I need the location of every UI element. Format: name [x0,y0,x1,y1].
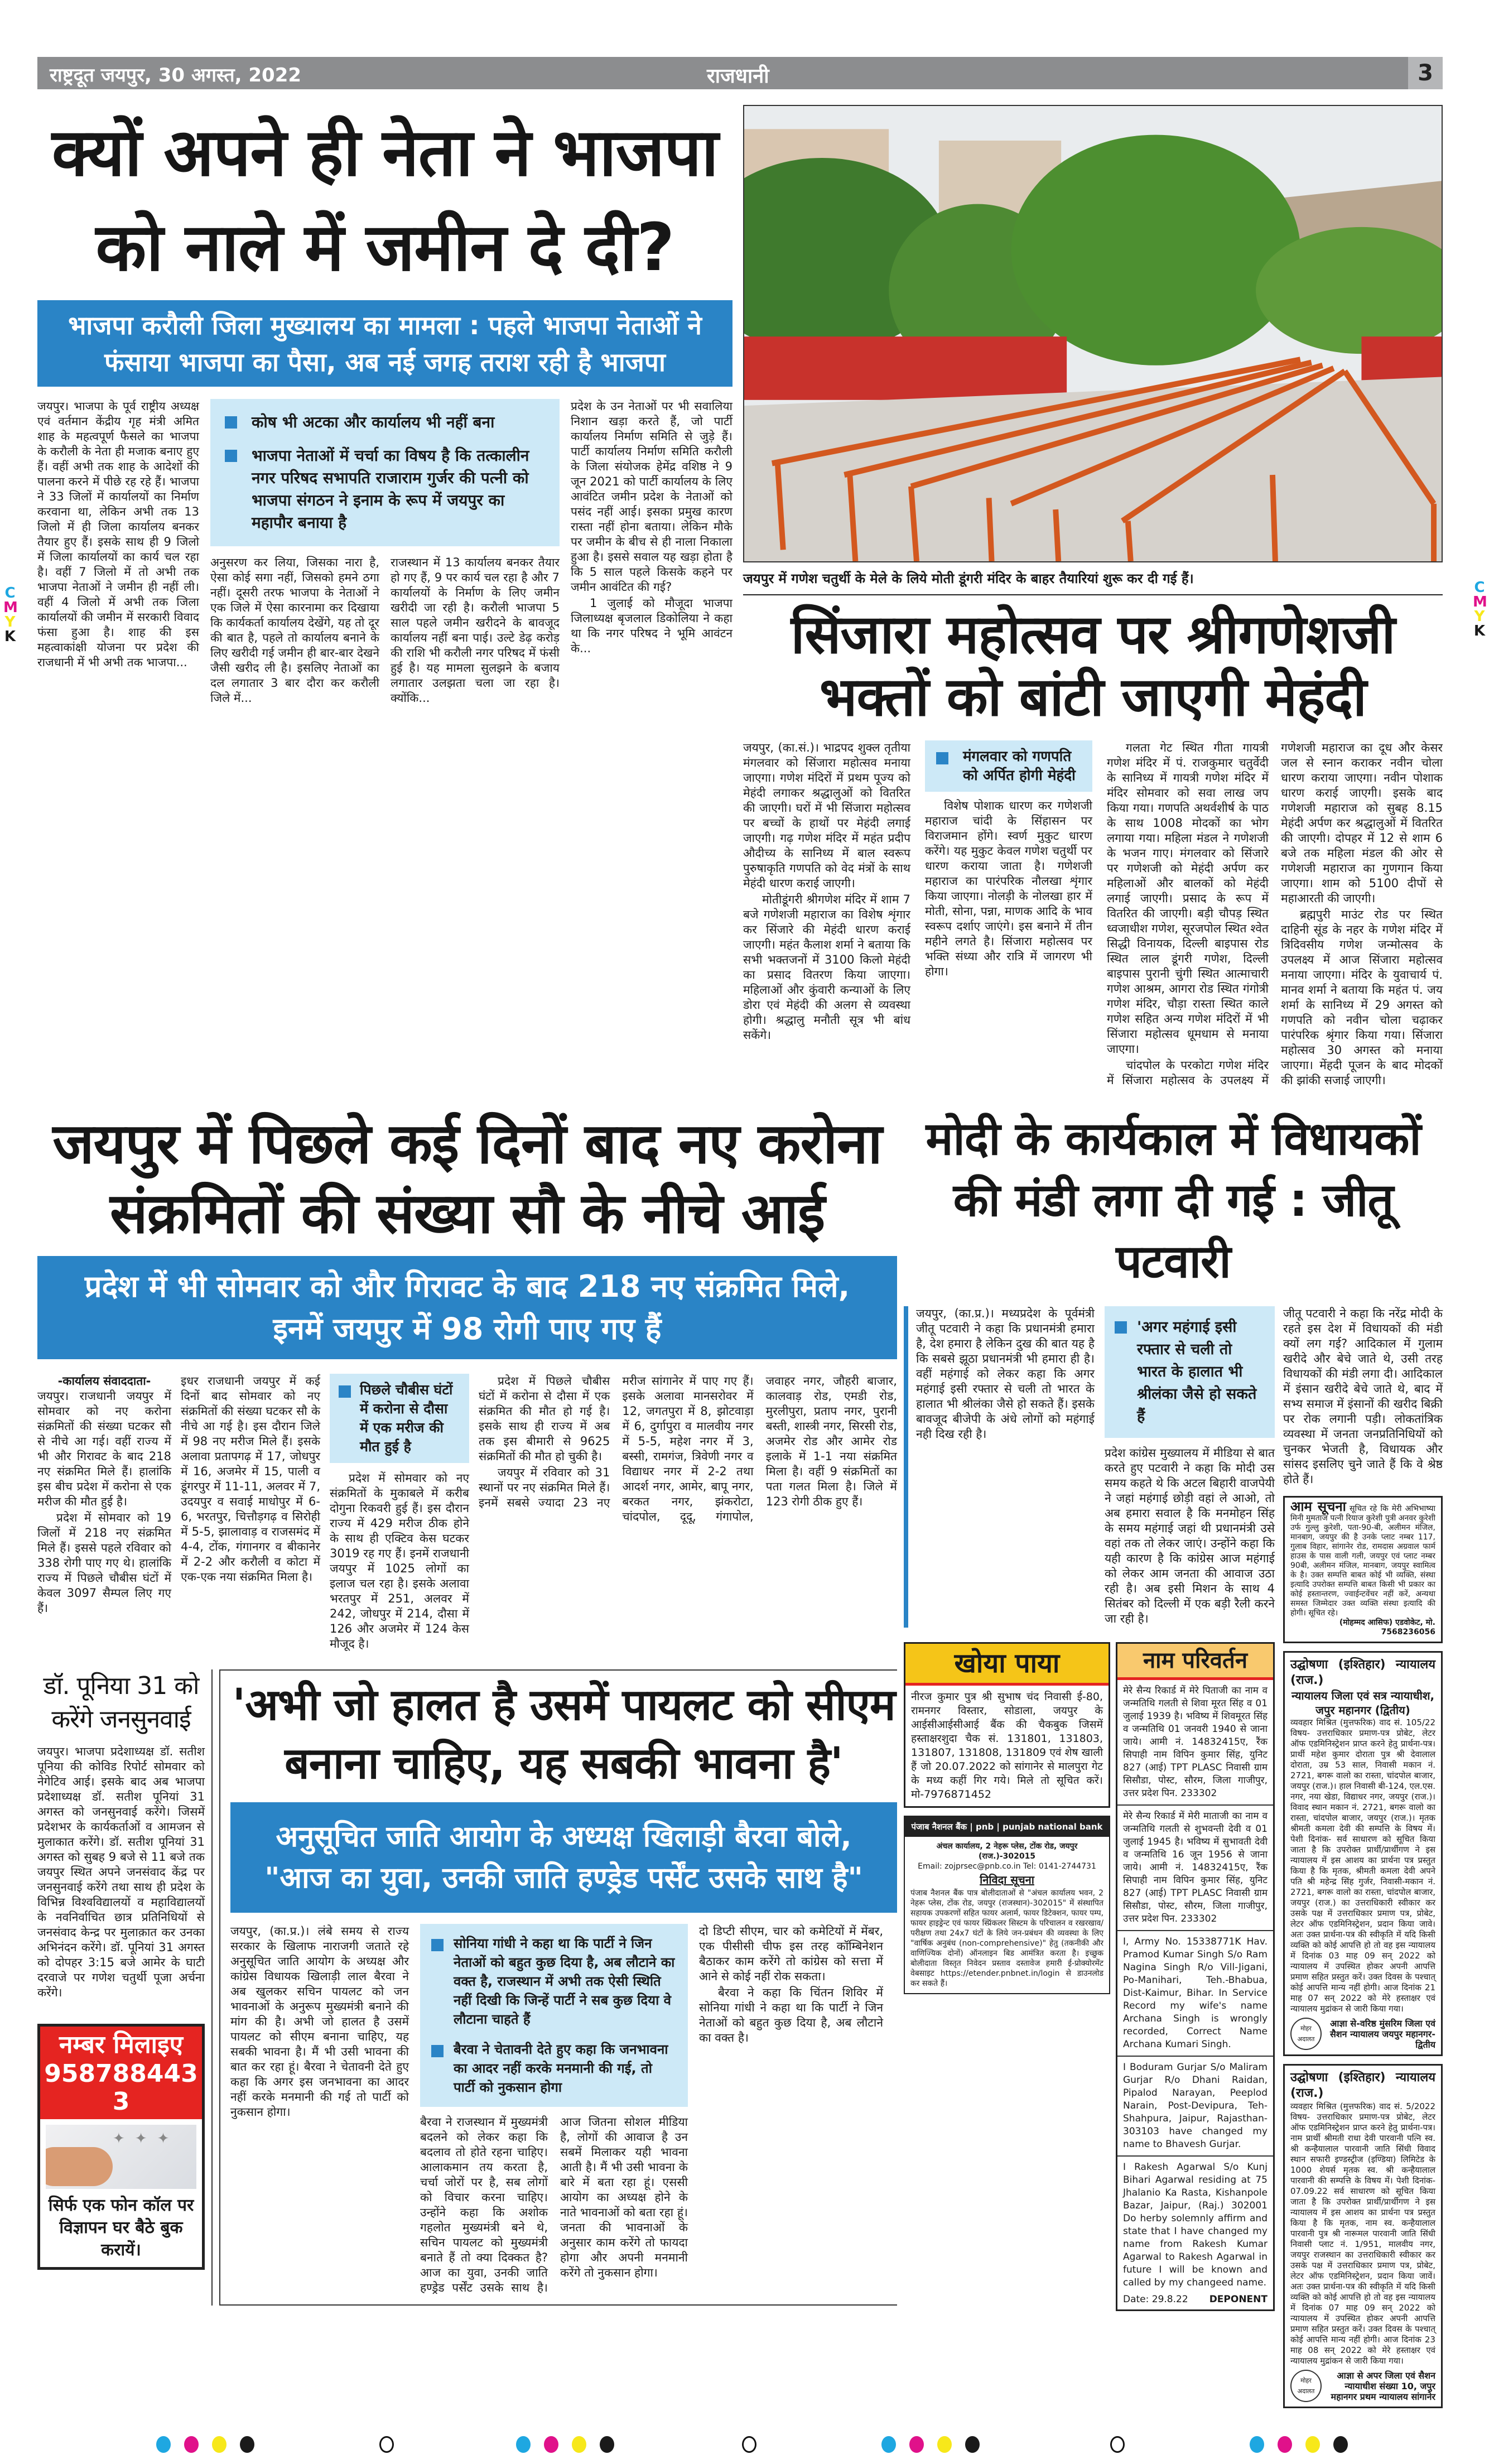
punia-ad-column [37,1669,205,2270]
notice-title: आम सूचना [1290,1499,1346,1514]
khoya-paya-notice: खोया पाया नीरज कुमार पुत्र श्री सुभाष चंद निवासी ई-80, रामनगर विस्तार, सोडाला, जयपुर के आईसीआईसीआई बैंक की चैकबुक जिसमें हस्ताक्षरशुदा चैक सं. 131801, 131803, 131807, 131808, 131809 एवं शेष खाली हैं जो 20.07.2022 को सांगानेर से मालपुरा गेट के मध्य कहीं गिर गये। मिले तो सूचित करें। मो-7976871452 [904,1642,1110,1808]
story-bjp-col2 [210,555,379,707]
story-bjp-col4 [571,399,732,657]
black-dot-icon [600,2436,614,2453]
bullet-square-icon [225,416,237,429]
paragraph: प्रदेश कांग्रेस मुख्यालय में मीडिया से बात करते हुए पटवारी ने कहा कि मोदी उस समय कहते थे कि अटल बिहारी वाजपेयी ने जहां महंगाई छोड़ी वहां ले आओ, तो अब हमारा सवाल है कि मनमोहन सिंह के समय महंगाई जहां थी प्रधानमंत्री उसे वहां तक तो लेकर जाएं। उन्होंने कहा कि यही कारण है कि कांग्रेस आज महंगाई को लेकर आम जनता की आवाज उठा रही है। अब इसी मिशन के साथ 4 सितंबर को दिल्ली में एक बड़ी रैली करने जा रही है। [1105,1446,1275,1625]
paragraph: जयपुर में रविवार को 31 स्थानों पर नए संक्रमित मिले हैं। इनमें सबसे ज्यादा 23 नए मरीज सांगानेर में पाए गए हैं। इसके अलावा मानसरोवर में 12, जगतपुरा में 8, झोटवाड़ा में 6, दुर्गापुरा व मालवीय नगर में 5-5, महेश नगर में 3, बस्सी, रामगंज, त्रिवेणी नगर व विद्याधर नगर में 2-2 तथा आदर्श नगर, आमेर, बापू नगर, बरकत नगर, झंकरोटा, चांदपोल, दूदू, गंगापोल, जवाहर नगर, जौहरी बाजार, कालवाड़ रोड, एमडी रोड, मुरलीपुरा, प्रताप नगर, पुरानी बस्ती, शास्त्री नगर, सिरसी रोड, अजमेर रोड और आमेर रोड इलाके में 1-1 नया संक्रमित मिला है। वहीं 9 संक्रमितों का पता गलत मिला है। जिले में 123 रोगी ठीक हुए हैं। [479,1374,897,1523]
story-sinjara-body [743,740,1443,1089]
paragraph: जयपुर। भाजपा के पूर्व राष्ट्रीय अध्यक्ष एवं वर्तमान केंद्रीय गृह मंत्री अमित शाह के महत्वपूर्ण फैसले का भाजपा के करौली के नेता ही मजाक बनाए हुए हैं। वहीं अभी तक शाह के आदेशों की पालना करने में पीछे रह रहे हैं। भाजपा ने 33 जिलों में कार्यालयों का निर्माण करवाना था, लेकिन अभी तक 13 जिलो में ही जिला कार्यालय बनकर तैयार हुए हैं। इसके साथ ही 9 जिलो में जिला कार्यालयों का कार्य चल रहा है। वहीं 7 जिलो में तो अभी तक भाजपा नेताओं ने जमीन ही नहीं ली। वहीं 4 जिलो में अभी तक जिला कार्यालयों की जमीन में सरकारी विवाद फंसा हुआ है। शाह की इस महत्वाकांक्षी योजना पर प्रदेश की राजधानी में भी अभी तक भाजपा... [37,400,199,669]
notice-title: नाम परिवर्तन [1117,1644,1273,1680]
paragraph: दो डिप्टी सीएम, चार को कमेटियों में मेंबर, एक पीसीसी चीफ इस तरह कॉम्बिनेशन बैठाकर काम करेंगे तो कांग्रेस को सत्ता में आने से कोई नहीं रोक सकता। [699,1924,883,1983]
column-divider [211,1669,213,2306]
story-pilot-col4 [699,1924,883,2047]
story-pilot-col12 [230,1924,409,2121]
story-modi-col2-wrap [1105,1306,1275,1628]
punia-pilot-row [37,1669,897,2306]
magenta-dot-icon [184,2436,199,2453]
yellow-dot-icon [937,2436,952,2453]
story-bjp [37,105,732,707]
story-corona-body [37,1374,897,1653]
highlight-box-sinjara [925,740,1092,792]
story-corona-col3 [330,1471,469,1653]
story-modi-col3 [1283,1306,1443,1488]
paragraph: जीतू पटवारी ने कहा कि नरेंद्र मोदी के रहते इस देश में विधायकों की मंडी क्यों लग गई? आदिकाल में गुलाम खरीदे और बेचे जाते थे, उसी तरह विधायकों की मंडी लगा दी। आदिकाल में इंसान खरीदे बेचे जाते थे, बाद में सभ्य समाज में इंसानों की खरीद बिक्री पर रोक लगानी पड़ी। लोकतांत्रिक व्यवस्था में जनता जनप्रतिनिधियों को चुनकर भेजती है, विधायक और सांसद इसलिए चुने जाते हैं कि वे श्रेष्ठ होते हैं। [1283,1307,1443,1486]
paragraph: जयपुर, (का.प्र.)। मध्यप्रदेश के पूर्वमंत्री जीतू पटवारी ने कहा कि प्रधानमंत्री हमारा है, देश हमारा है लेकिन दुख की बात यह है कि सबसे झूठा प्रधानमंत्री भी हमारा ही है। वहीं महंगाई को लेकर कहा कि अगर महंगाई इसी रफ्तार से चली तो भारत के हालात भी श्रीलंका जैसे हो सकते हैं। इसके बावजूद बीजेपी के अंधे लोगों को महंगाई नही दिख रही है। [916,1307,1095,1441]
paragraph: गलता गेट स्थित गीता गायत्री गणेश मंदिर में पं. राजकुमार चतुर्वेदी के सानिध्य में गायत्री गणेश मंदिर में मंदिर सोमवार को सवा लाख जप किया गया। गणपति अथर्वशीर्ष के पाठ के साथ 1008 मोदकों का भोग लगाया गया। महिला मंडल ने गणेशजी के भजन गाए। मंगलवार को सिंजारे पर गणेशजी को मेहंदी अर्पण कर महिलाओं और बालकों को मेहंदी लगाई जाएगी। प्रसाद के रूप में वितरित की जाएगी। बड़ी चौपड़ स्थित ध्वजाधीश गणेश, सूरजपोल स्थित श्वेत सिद्धी विनायक, दिल्ली बाइपास रोड स्थित लाल डूंगरी गणेश, दिल्ली बाइपास पुरानी चुंगी स्थित आत्माचारी गणेश आश्रम, आगरा रोड स्थित गंगोत्री गणेश मंदिर, चौड़ा रास्ता स्थित काले गणेश सहित अन्य गणेश मंदिरों में भी सिंजारा महोत्सव धूमधाम से मनाया जाएगा। [1107,741,1269,1056]
street-railings-image [744,106,1442,561]
blue-side-bar [904,1306,908,1628]
story-bjp-col3 [391,555,560,707]
paragraph: प्रदेश में सोमवार को नए संक्रमितों के मुकाबले में करीब दोगुना रिकवरी हुई हैं। इस दौरान राज्य में 429 मरीज ठीक होने के साथ ही एक्टिव केस घटकर 3019 रह गए हैं। इनमें राजधानी जयपुर में 1025 लोगों का इलाज चल रहा है। इसके अलावा भरतपुर में 251, अलवर में 242, जोधपुर में 214, दौसा में 126 और अजमेर में 124 केस मौजूद है। [330,1471,469,1650]
story-bjp-body [37,399,732,707]
magenta-dot-icon [909,2436,924,2453]
registration-target-icon [742,2436,756,2453]
story-pilot-body [230,1924,897,2295]
cyan-dot-icon [516,2436,531,2453]
highlight-item: मंगलवार को गणपति को अर्पित होगी मेहंदी [936,747,1081,785]
bullet-square-icon [1115,1321,1127,1334]
story-corona-col1 [37,1374,171,1617]
highlight-item: 'अगर महंगाई इसी रफ्तार से चली तो भारत के हालात भी श्रीलंका जैसे हो सकते हैं [1115,1316,1265,1428]
highlight-item: सोनिया गांधी ने कहा था कि पार्टी ने जिन नेताओं को बहुत कुछ दिया है, अब लौटाने का वक्त है, राजस्थान में अभी तक ऐसी स्थिति नहीं दिखी कि जिन्हें पार्टी ने सब कुछ दिया वे लौटाना चाहते हैं [431,1934,677,2029]
story-sinjara-col2-wrap [925,740,1092,980]
bullet-square-icon [431,2045,444,2057]
paragraph: जयपुर। भाजपा प्रदेशाध्यक्ष डॉ. सतीश पूनिया की कोविड रिपोर्ट सोमवार को नेगेटिव आई। इसके बाद अब भाजपा प्रदेशाध्यक्ष डॉ. सतीश पूनियां 31 अगस्त को जनसुनवाई करेंगे। जिसमें प्रदेशभर के कार्यकर्ताओं व आमजन से मुलाकात करेंगे। डॉ. सतीश पूनियां 31 अगस्त को सुबह 9 बजे से 11 बजे तक जयपुर स्थित अपने जनसंवाद केंद्र पर जनसुनवाई करेंगे तथा साथ ही प्रदेश के विभिन्न विश्वविद्यालयों व महाविद्यालयों के नवनिर्वाचित छात्र प्रतिनिधियों से जनसंवाद केन्द्र पर मुलाक़ात कर उनका अभिनंदन करेंगे। डॉ. पूनियां 31 अगस्त को दोपहर 3:15 बजे आमेर के घाटी दरवाजे पर गणेश चतुर्थी पूजा अर्चना करेंगे। [37,1745,205,1999]
highlight-item: पिछले चौबीस घंटों में करोना से दौसा में एक मरीज की मौत हुई है [339,1380,460,1456]
bullet-square-icon [225,450,237,462]
top-row [37,105,1443,1089]
paragraph: मोतीडूंगरी श्रीगणेश मंदिर में शाम 7 बजे गणेशजी महाराज का विशेष शृंगार कर सिंजारे की मेहंदी धारण कराई जाएगी। महंत कैलाश शर्मा ने बताया कि सभी भक्तजनों में 3100 किलो मेहंदी का प्रसाद वितरण किया जाएगा। महिलाओं और कुंवारी कन्याओं के लिए डोरा एवं मेहंदी की अलग से व्यवस्था होगी। श्रद्धालु मनौती सूत्र भी बांध सकेंगे। [743,893,910,1042]
bullet-square-icon [339,1385,351,1398]
story-bjp-middle-cols [210,555,560,707]
magenta-dot-icon [544,2436,558,2453]
headline-punia: डॉ. पूनिया 31 को करेंगे जनसुनवाई [43,1672,199,1734]
modi-left-sub [904,1306,1275,2311]
paragraph: विशेष पोशाक धारण कर गणेशजी महाराज चांदी के सिंहासन पर विराजमान होंगे। स्वर्ण मुकुट धारण करेंगे। यह मुकुट केवल गणेश चतुर्थी पर धारण कराया जाता है। गणेशजी महाराज का पारंपरिक नौलखा शृंगार किया जाएगा। नोलड़ी के नोलखा हार में मोती, सोना, पन्ना, माणक आदि के भाव स्वरूप दर्शाए जाएंगे। इस बनाने में तीन महीने लगते है। सिंजारा महोत्सव पर भक्ति संध्या और रात्रि में जागरण भी होगा। [925,799,1092,978]
court-seal: मोहर अदालत [1290,2018,1322,2050]
paragraph: राजस्थान में 13 कार्यालय बनकर तैयार हो गए हैं, 9 पर कार्य चल रहा है और 7 कार्यालयों के निर्माण के लिए जमीन खरीदी जा रही है। करौली भाजपा 5 साल पहले जमीन खरीदने के बावजूद कार्यालय नहीं बना पाई। उल्टे डेढ़ करोड़ की राशि भी करौली नगर परिषद में फंसी हुई है। यह मामला सुलझने के बजाय लगातार उलझता चला जा रहा है। क्योंकि... [391,556,560,705]
story-modi-body [904,1306,1275,1628]
story-corona-col45 [479,1374,897,1524]
paragraph: प्रदेश में पिछले चौबीस घंटों में करोना से दौसा में एक संक्रमित की मौत हो गई है। इसके साथ ही राज्य में अब तक इस बीमारी से 9625 संक्रमितों की मौत हो चुकी है। [479,1374,610,1463]
cyan-dot-icon [156,2436,171,2453]
newspaper-page [37,0,1443,2464]
story-sinjara-col34 [1107,740,1443,1089]
story-sinjara-col1 [743,740,910,1044]
highlight-box-corona [330,1374,469,1463]
notice-title: खोया पाया [905,1644,1109,1686]
highlight-item: भाजपा नेताओं में चर्चा का विषय है कि तत्कालीन नगर परिषद सभापति राजाराम गुर्जर की पत्नी को भाजपा संगठन ने इनाम के रूप में जयपुर का महापौर बनाया है [225,445,545,534]
ad-phone[interactable]: 9587884433 [44,2059,198,2116]
court-notice-1: उद्घोषणा (इश्तिहार) न्यायालय (राज.) न्यायालय जिला एवं सत्र न्यायाधीश, जपुर महानगर (द्वितीय) व्यवहार मिश्रित (मुत्तफरिक) वाद सं. 105/22 विषय- उत्तराधिकार प्रमाण-पत्र प्रोबेट, लेटर ऑफ एडमिनिस्ट्रेशन प्राप्त करने हेतु प्रार्थना-पत्र। प्रार्थी महेश कुमार दोराता पुत्र श्री देवालाल दोराता, उम्र 53 साल, निवासी मकान नं. 2721, बगरू वालो का रास्ता, चांदपोल बाजार, जयपुर (राज.)। हाल निवासी बी-124, एल.एस. नगर, नया खेडा, विद्याधर नगर, जयपुर (राज.)। विवाद स्थान मकान नं. 2721, बगरू वालो का रास्ता, चांदपोल बाजार, जयपुर (राज.)। मृतक श्रीमती कमला देवी की सम्पत्ति के विषय में। पेशी दिनांक- सर्व साधारण को सूचित किया जाता है कि उपरोक्त प्रार्थी/प्रार्थीगण ने इस न्यायालय में इस आशय का प्रार्थना पत्र प्रस्तुत किया है कि मृतक, श्रीमती कमला देवी अपने पति श्री महेन्द्र सिंह गुर्जर, निवासी-मकान नं. 2721, बगरू वालो का रास्ता, चांदपोल बाजार, जयपुर (राज.) का उत्तराधिकारी स्वीकार कर उसके पक्ष में उत्तराधिकार प्रमाण पत्र, प्रोबेट, लेटर ऑफ एडमिनिस्ट्रेशन, प्रदान किया जावे। अतः उक्त प्रार्थना-पत्र की स्वीकृति में यदि किसी व्यक्ति को कोई आपत्ति हो तो वह इस न्यायालय में दिनांक 03 माह 09 सन् 2022 को न्यायालय में उपस्थित होकर अपनी आपत्ति प्रमाण सहित प्रस्तुत करें। उक्त दिवस के पश्चात् कोई आपत्ति मान्य नहीं होगी। आज दिनांक 21 माह 07 सन् 2022 को मेरे हस्ताक्षर एवं न्यायालय मुद्रांकन से जारी किया गया। मोहर अदालत आज्ञा से-वरिष्ठ मुंसरिम जिला एवं सैशन न्यायालय जयपुर महानगर-द्वितीय [1283,1651,1443,2056]
paragraph: जयपुर, (का.सं.)। भाद्रपद शुक्ल तृतीया मंगलवार को सिंजारा महोत्सव मनाया जाएगा। गणेश मंदिरों में प्रथम पूज्य को मेहंदी लगाकर श्रद्धालुओं को वितरित की जाएगी। घरों में भी सिंजारा महोत्सव पर बच्चों के हाथों पर मेहंदी लगाई जाएगी। गढ़ गणेश मंदिर में महंत प्रदीप औदीच्य के सानिध्य में बाल स्वरूप पुरुषाकृति गणपति को वेद मंत्रों के साथ मेहंदी धारण कराई जाएगी। [743,741,910,890]
yellow-dot-icon [1305,2436,1320,2453]
story-modi-col1 [916,1306,1095,1443]
black-dot-icon [240,2436,254,2453]
naam-parivartan-notices: नाम परिवर्तन मेरे सैन्य रिकार्ड में मेरे पिताजी का नाम व जन्मतिथि गलती से शिवा मूरत सिंह व 01 जुलाई 1939 है। भविष्य में शिवमूरत सिंह व जन्मतिथि 01 जनवरी 1940 से जाना जाये। आमी नं. 14832415ए, रैंक सिपाही नाम विपिन कुमार सिंह, युनिट 827 (आई) TPT PLASC निवासी ग्राम सिसौडा, पोस्ट, सौरम, जिला गाजीपुर, उत्तर प्रदेश पिन. 233302 मेरे सैन्य रिकार्ड में मेरी माताजी का नाम व जन्मतिथि गलती से शुभवन्ती देवी व 01 जुलाई 1945 है। भविष्य में सुभावती देवी व जन्मतिथि 16 जून 1956 से जाना जाये। आमी नं. 14832415ए, रैंक सिपाही नाम विपिन कुमार सिंह, युनिट 827 (आई) TPT PLASC निवासी ग्राम सिसौडा, पोस्ट, सौरम, जिला गाजीपुर, उत्तर प्रदेश पिन. 233302 I, Army No. 15338771K Hav. Pramod Kumar Singh S/o Ram Nagina Singh R/o Vill-Jigani, Po-Manihari, Teh.-Bhabua, Dist-Kaimur, Bihar. In Service Record my wife's name Archana Singh is wrongly recorded, Correct Name Archana Kumari Singh. I Boduram Gurjar S/o Maliram Gurjar R/o Dhani Raidan, Pipalod Narayan, Peeplod Narain, Post-Devipura, Teh-Shahpura, Jaipur, Rajasthan-303103 have changed my name to Bhavesh Gurjar. I Rakesh Agarwal S/o Kunj Bihari Agarwal residing at 75 Jhalanio Ka Rasta, Kishanpole Bazar, Jaipur, (Raj.) 302001 Do herby solemnly affirm and state that I have changed my name from Rakesh Kumar Agarwal to Rakesh Agarwal in future I will be known and called by my changeed name. Date: 29.8.22 DEPONENT [1116,1642,1275,2311]
lower-row [37,1109,1443,2408]
page-number: 3 [1408,57,1443,89]
keypad-icon: ✦✦✦ [113,2130,180,2147]
registration-dots [37,2425,1443,2464]
story-corona-col2 [181,1374,320,1586]
highlight-item: बैरवा ने चेतावनी देते हुए कहा कि जनभावना का आदर नहीं करके मनमानी की गई, तो पार्टी को नुकसान होगा [431,2040,677,2097]
lower-left [37,1109,897,2306]
story-pilot-col2 [420,2115,688,2295]
story-punia [37,1744,205,2001]
ad-title: नम्बर मिलाइए [59,2030,184,2059]
modi-right-sub [1283,1306,1443,2408]
dateline: राष्ट्रदूत जयपुर, 30 अगस्त, 2022 [50,64,302,86]
masthead-bar [37,57,1443,89]
story-modi-col2 [1105,1446,1275,1628]
paragraph: प्रदेश के उन नेताओं पर भी सवालिया निशान खड़ा करते हैं, जो पार्टी कार्यालय निर्माण समिति से जुड़े हैं। पार्टी कार्यालय निर्माण समिति करौली के जिला संयोजक हेमेंद्र वशिष्ठ ने 9 जून 2021 को पार्टी कार्यालय के लिए आवंटित जमीन प्रदेश के नेताओं को पसंद नहीं आई। इसका प्रमुख कारण रास्ता नहीं होना बताया। लेकिन मौके पर जमीन के बीच से ही नाला निकाला हुआ है। इससे सवाल यह खड़ा होता है कि 5 साल पहले किसके कहने पर जमीन आवंटित की गई? [571,400,732,594]
phone-keypad-image [46,2125,196,2189]
story-sinjara-area [743,105,1443,1089]
paragraph: जयपुर। राजधानी जयपुर में सोमवार को नए करोना संक्रमितों की संख्या घटकर सौ से नीचे आ गई। वहीं राज्य में भी और गिरावट के बाद 218 नए संक्रमित मिले हैं। हालांकि इस बीच प्रदेश में करोना से एक मरीज की मौत हुई है। [37,1389,171,1508]
magenta-dot-icon [1278,2436,1292,2453]
ganesh-temple-photo [743,105,1443,562]
pnb-tender-notice: पंजाब नैशनल बैंक | pnb | punjab national bank अंचल कार्यालय, 2 नेहरू प्लेस, टोंक रोड, जयपुर (राज.)-302015 Email: zojprsec@pnb.co.in Tel: 0141-2744731 निविदा सूचना पंजाब नैशनल बैंक पात्र बोलीदाताओं से "अंचल कार्यालय भवन, 2 नेहरू प्लेस, टोंक रोड, जयपुर (राजस्थान)-302015" में संस्थापित सहायक उपकरणों सहित फायर अलार्म, फायर डिटेक्शन, फायर पम्प, फायर हाइड्रेन्ट एवं फायर स्प्रिंकलर सिस्टम के परिचालन व रखरखाव/परीक्षण तथा 24x7 घंटों के लिये जन-प्रबंधन की व्यवस्था के लिए "वार्षिक अनुबंध (non-comprehensive)" हेतु (तकनीकी और वाणिज्यिक दोनों) ऑनलाइन बिड आमंत्रित करता है। इच्छुक बोलीदाता विस्तृत निवेदन प्रस्ताव दस्तावेज हमारी ई-प्रोक्योरमेंट वेबसाइट https://etender.pnbnet.in/login से डाउनलोड कर सकते हैं। [904,1816,1110,1994]
ad-booking-box[interactable] [37,2024,205,2270]
highlight-box-bjp [210,399,560,546]
highlight-item: कोष भी अटका और कार्यालय भी नहीं बना [225,411,545,434]
aam-suchna-notice: आम सूचना सूचित रहे कि मेरी अभिभाष्या मिनी मुमताज पत्नी रियाज कुरेशी पुत्री अनवर कुरेशी उर्फ गुल्लु कुरेशी, पता-90-बी, अलीमन मंजिल, मानबाग, जयपुर की है उनके प्लाट नम्बर 117, गुलाब विहार, सांगानेर रोड, रामदास अग्रवाल फार्म हाउस के पास वाली गली, जयपुर एवं प्लाट नम्बर 90बी, अलीमन मंजिल, मानबाग, जयपुर स्वामित्व के है। उक्त सम्पत्ति बाबत कोई भी व्यक्ति, संस्था इत्यादि उपरोक्त सम्पत्ति बाबत किसी भी प्रकार का कोई हस्तान्तरण, ज्वाईन्टवेंचर नहीं करें, अन्यथा समस्त जिम्मेदार उक्त व्यक्ति संस्था इत्यादि की होगी। सूचित रहे। (मोहम्मद आसिफ) एडवोकेट, मो. 7568236056 [1283,1496,1443,1643]
headline-corona: जयपुर में पिछले कई दिनों बाद नए करोना संक्रमितों की संख्या सौ के नीचे आई [52,1111,882,1246]
divider [743,594,1443,595]
highlight-box-modi [1105,1306,1275,1438]
photo-caption: जयपुर में गणेश चतुर्थी के मेले के लिये मोती डूंगरी मंदिर के बाहर तैयारियां शुरू कर दी गई हैं। [743,571,1194,586]
byline: -कार्यालय संवाददाता- [57,1374,151,1388]
paragraph: प्रदेश में सोमवार को 19 जिलों में 218 नए संक्रमित मिले हैं। इससे पहले रविवार को 338 रोगी पाए गए थे। हालांकि राज्य में पिछले चौबीस घंटों में केवल 3097 सैम्पल लिए गए हैं। [37,1511,171,1615]
khoya-pnb-column [904,1642,1110,1994]
paragraph: इधर राजधानी जयपुर में कई दिनों बाद सोमवार को नए संक्रमितों की संख्या घटकर सौ के नीचे आ गई है। इस दौरान जिले में 98 नए मरीज मिले हैं। इसके अलावा प्रतापगढ़ में 17, जोधपुर में 16, अजमेर में 15, पाली व डूंगरपुर में 11-11, अलवर में 7, उदयपुर व सवाई माधोपुर में 6-6, भरतपुर, चित्तौड़गढ़ व सिरोही में 5-5, झालावाड़ व राजसमंद में 4-4, टोंक, गंगानगर व बीकानेर में 2-2 और करौली व कोटा में एक-एक नया संक्रमित मिला है। [181,1374,320,1584]
paragraph: अनुसरण कर लिया, जिसका नारा है, ऐसा कोई सगा नहीं, जिसको हमने ठगा नहीं। दूसरी तरफ भाजपा के नेताओं ने एक जिले में ऐसा कारनामा कर दिखाया कि कार्यकर्ता कार्यालय देखेंगे, यह तो दूर की बात है, पहले तो कार्यालय बनाने के लिए खरीदी गई जमीन ही बार-बार देखने जैसी खरीद ली है। इसलिए नेताओं का दल लगातार 3 बार दौरा कर करौली जिले में... [210,556,379,705]
highlight-box-pilot [420,1924,688,2107]
lower-right [904,1109,1443,2408]
modi-notices-area [904,1306,1443,2408]
ad-tagline: सिर्फ एक फोन कॉल पर विज्ञापन घर बैठे बुक करायें। [48,2196,194,2260]
cmyk-mark-right: C M Y K [1473,579,1487,639]
subhead-corona: प्रदेश में भी सोमवार को और गिरावट के बाद 218 नए संक्रमित मिले, इनमें जयपुर में 98 रोगी पाए गए हैं [37,1256,897,1359]
headline-bjp: क्यों अपने ही नेता ने भाजपा को नाले में जमीन दे दी? [52,114,718,286]
registration-target-icon [379,2436,394,2453]
headline-pilot: 'अभी जो हालत है उसमें पायलट को सीएम बनाना चाहिए, यह सबकी भावना है' [232,1680,895,1789]
paragraph: जयपुर, (का.प्र.)। लंबे समय से राज्य सरकार के खिलाफ नाराजगी जताते रहे अनुसूचित जाति आयोग के अध्यक्ष और कांग्रेस विधायक खिलाड़ी लाल बैरवा ने अब खुलकर सचिन पायलट को जन भावनाओं के अनुरूप मुख्यमंत्री बनाने की मांग की है। अभी जो हालत है उसमें पायलट को सीएम बनाना चाहिए, यह सबकी भावना है। मैं भी उसी भावना की बात कर रहा हूं। बैरवा ने चेतावनी देते हुए कहा कि अगर इस जनभावना का आदर नहीं करके मनमानी की गई तो पार्टी को नुकसान होगा। [230,1924,409,2119]
story-corona-col3-wrap [330,1374,469,1653]
black-dot-icon [1333,2436,1348,2453]
paragraph: चांदपोल के परकोटा गणेश मंदिर में सिंजारा महोत्सव के उपलक्ष्य में गणेशजी महाराज का दूध और केसर जल से स्नान कराकर नवीन चोला धारण कराया जाएगा। नवीन पोशाक धारण कराई जाएगी। इसके बाद गणेशजी महाराज को सुबह 8.15 मेहंदी अर्पण कर श्रद्धालुओं में वितरित की जाएगी। दोपहर में 12 से शाम 6 बजे तक महिला मंडल की ओर से गणेशजी महाराज का गुणगान किया जाएगा। शाम को 5100 दीपों से महाआरती की जाएगी। [1107,741,1443,1087]
cmyk-mark-left: C M Y K [3,585,18,645]
section-name: राजधानी [707,65,769,88]
paragraph: ब्रह्मपुरी माउंट रोड पर स्थित दाहिनी सूंड के नहर के गणेश मंदिर में त्रिदिवसीय गणेश जन्मोत्सव के उपलक्ष्य में आज सिंजारा महोत्सव मनाया जाएगा। मंदिर के युवाचार्य पं. मानव शर्मा ने बताया कि महंत पं. जय शर्मा के सानिध्य में 29 अगस्त को गणपति को नवीन चोला चढ़ाकर पारंपरिक श्रृंगार किया गया। सिंजारा महोत्सव 30 अगस्त को मनाया जाएगा। मेंहदी पूजन के बाद मोदकों की झांकी सजाई जाएगी। [1281,908,1443,1087]
story-pilot-frame [219,1669,897,2306]
court-seal: मोहर अदालत [1290,2370,1322,2402]
cyan-dot-icon [881,2436,896,2453]
yellow-dot-icon [212,2436,226,2453]
paragraph: बैरवा ने राजस्थान में मुख्यमंत्री बदलने को लेकर कहा कि बदलाव तो होते रहना चाहिए। आलाकमान तय करता है, चर्चा जोरों पर है, सब लोगों को विचार करना चाहिए। उन्होंने कहा कि अशोक गहलोत मुख्यमंत्री बने थे, सचिन पायलट को मुख्यमंत्री बनाते हैं तो क्या दिक्कत है? आज का युवा, उनकी जाति हण्ड्रेड पर्सेंट उसके साथ है। आज जितना सोशल मीडिया है, लोगों की आवाज है उन सबमें मिलाकर यही भावना आती है। मैं भी उसी भावना के बारे में बता रहा हूं। एससी आयोग का अध्यक्ष होने के नाते भावनाओं को बता रहा हूं। जनता की भावनाओं के अनुसार काम करेंगे तो फायदा होगा और अपनी मनमानी करेंगे तो नुकसान होगा। [420,2115,688,2294]
court-notice-2: उद्घोषणा (इश्तिहार) न्यायालय (राज.) व्यवहार मिश्रित (मुत्तफरिक) वाद सं. 5/2022 विषय- उत्तराधिकार प्रमाण-पत्र प्रोबेट, लेटर ऑफ एडमिनिस्ट्रेशन प्राप्त करने हेतु प्रार्थना-पत्र। नाम प्रार्थी श्रीमती राधा देवी पारवानी पत्नि स्व. श्री कन्हैयालाल पारवानी जाति सिंधी विवाद स्थान सफारी इण्डस्ट्रीज (इण्डिया) लिमिटेड के 1000 शेयर्स मृतक स्व. श्री कन्हैयालाल पारवानी की सम्पत्ति के विषय में। पेशी दिनांक- 07.09.22 सर्व साधारण को सूचित किया जाता है कि उपरोक्त प्रार्थी/प्रार्थीगण ने इस न्यायालय में इस आशय का प्रार्थना पत्र प्रस्तुत किया है कि मृतक, नाम स्व. कन्हैयालाल पारवानी पुत्र श्री नारूमल पारवानी जाति सिंधी निवासी प्लाट नं. 1/951, मालवीय नगर, जयपुर राजस्थान का उत्तराधिकारी स्वीकार कर उसके पक्ष में उत्तराधिकार प्रमाण पत्र, प्रोबेट, लेटर ऑफ एडमिनिस्ट्रेशन, प्रदान किया जावें। अतः उक्त प्रार्थना-पत्र की स्वीकृति में यदि किसी व्यक्ति को कोई आपत्ति हो तो वह इस न्यायालय में दिनांक 07 माह 09 सन् 2022 को न्यायालय में उपस्थित होकर अपनी आपत्ति प्रमाण सहित प्रस्तुत करें। उक्त दिवस के पश्चात् कोई आपत्ति मान्य नहीं होगी। आज दिनांक 23 माह 08 सन् 2022 को मेरे हस्ताक्षर एवं न्यायालय मुद्रांकन से जारी किया गया। मोहर अदालत आज्ञा से अपर जिला एवं सैशन न्यायाधीश संख्या 10, जपुर महानगर प्रथम न्यायालय सांगानेर [1283,2064,1443,2408]
story-bjp-col1 [37,399,199,671]
paragraph: बैरवा ने कहा कि चिंतन शिविर में सोनिया गांधी ने कहा था कि पार्टी ने जिन नेताओं को बहुत कुछ दिया है, अब लौटाने का वक्त है। [699,1986,883,2044]
black-dot-icon [965,2436,980,2453]
headline-sinjara: सिंजारा महोत्सव पर श्रीगणेशजी भक्तों को बांटी जाएगी मेहंदी [791,603,1395,728]
finger-icon [46,2147,113,2186]
yellow-dot-icon [572,2436,586,2453]
story-pilot-middle [420,1924,688,2295]
registration-target-icon [1110,2436,1125,2453]
subhead-bjp: भाजपा करौली जिला मुख्यालय का मामला : पहले भाजपा नेताओं ने फंसाया भाजपा का पैसा, अब नई जगह तराश रही है भाजपा [37,300,732,387]
pnb-logo: पंजाब नैशनल बैंक | pnb | punjab national bank [905,1817,1109,1837]
classifieds-row [904,1642,1275,2311]
story-sinjara-col2 [925,798,1092,980]
bullet-square-icon [431,1939,444,1951]
bullet-square-icon [936,752,948,764]
headline-modi: मोदी के कार्यकाल में विधायकों की मंडी लगा दी गई : जीतू पटवारी [926,1113,1421,1288]
story-bjp-middle [210,399,560,707]
cyan-dot-icon [1250,2436,1264,2453]
paragraph: 1 जुलाई को मौजूदा भाजपा जिलाध्यक्ष बृजलाल डिकोलिया ने कहा था कि नगर परिषद ने भूमि आवंटन के... [571,596,732,655]
subhead-pilot: अनुसूचित जाति आयोग के अध्यक्ष खिलाड़ी बैरवा बोले, "आज का युवा, उनकी जाति हण्ड्रेड पर्सेंट उसके साथ है" [230,1802,897,1913]
